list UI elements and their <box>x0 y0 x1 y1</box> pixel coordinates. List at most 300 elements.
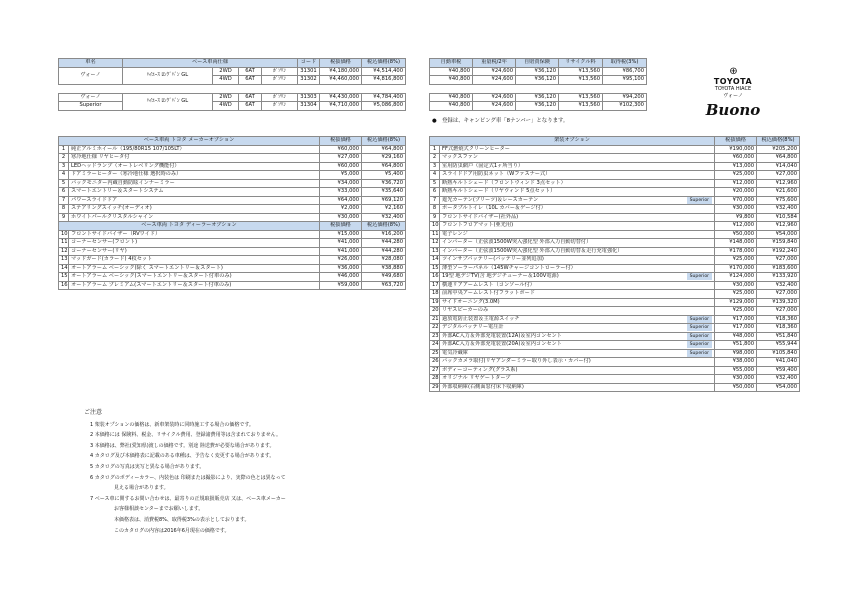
option-number: 29 <box>430 383 440 392</box>
base-vehicle-table <box>58 58 406 111</box>
option-name <box>440 349 715 358</box>
dealer-options-header-row <box>59 222 406 231</box>
option-price: ¥30,000 <box>715 375 757 384</box>
option-price: ¥25,000 <box>715 307 757 316</box>
option-tax-price: ¥54,000 <box>757 383 800 392</box>
tax-price: ¥4,784,400 <box>362 93 406 102</box>
price: ¥4,430,000 <box>320 93 362 102</box>
option-name <box>440 315 715 324</box>
option-tax-price: ¥38,880 <box>362 264 406 273</box>
table-row <box>430 307 800 316</box>
dealer-options-price-header: 税抜価格 <box>320 222 362 231</box>
option-name-text: 電子レンジ <box>442 230 468 237</box>
option-name <box>440 256 715 265</box>
option-price: ¥129,000 <box>715 298 757 307</box>
option-name <box>440 290 715 299</box>
option-tax-price: ¥2,160 <box>362 205 406 214</box>
option-price: ¥30,000 <box>320 213 362 222</box>
option-tax-price: ¥27,000 <box>757 290 800 299</box>
option-price: ¥5,000 <box>320 171 362 180</box>
option-name-text: インバーター（正弦波1500W突入強化型 外部入力自動切替＆走行充電強化） <box>442 247 623 254</box>
option-number: 7 <box>59 196 69 205</box>
table-row <box>59 171 406 180</box>
spacer-row <box>430 84 647 93</box>
option-tax-price: ¥10,584 <box>757 213 800 222</box>
table-row <box>430 93 647 102</box>
option-name-text: サイドオーニング(3.0M) <box>442 298 500 305</box>
option-tax-price: ¥29,160 <box>362 154 406 163</box>
note-line: 5 カタログの写真は実写と異なる場合があります。 <box>90 463 205 470</box>
option-price: ¥33,000 <box>320 188 362 197</box>
option-name <box>440 264 715 273</box>
option-name-text: スマートエントリー＆スタートシステム <box>71 188 164 194</box>
option-name <box>69 281 320 290</box>
option-number: 15 <box>59 273 69 282</box>
option-name <box>440 383 715 392</box>
maker-options-title: ベース車両 トヨタ メーカーオプション <box>59 137 320 146</box>
option-number: 22 <box>430 324 440 333</box>
option-number: 2 <box>430 154 440 163</box>
option-name-text: オリジナル リヤゲートタープ <box>442 375 511 381</box>
option-tax-price: ¥12,960 <box>757 179 800 188</box>
option-name <box>69 196 320 205</box>
option-name <box>69 239 320 248</box>
fee-cell: ¥13,560 <box>559 102 603 111</box>
option-name <box>440 145 715 154</box>
price: ¥4,710,000 <box>320 102 362 111</box>
option-price: ¥41,000 <box>320 247 362 256</box>
option-name <box>440 366 715 375</box>
option-tax-price: ¥32,400 <box>757 205 800 214</box>
table-row <box>430 281 800 290</box>
table-row <box>59 256 406 265</box>
table-row <box>430 324 800 333</box>
option-number: 12 <box>430 239 440 248</box>
option-number: 9 <box>59 213 69 222</box>
table-row <box>430 247 800 256</box>
option-name-text: バックカメラ取付(リヤアンダーミラー取り外し表示・カバー付) <box>442 358 591 364</box>
option-number: 13 <box>59 256 69 265</box>
transmission: 6AT <box>239 67 262 76</box>
option-name <box>440 247 715 256</box>
base-spec: ﾊｲｴｰｽ ﾛﾝｸﾞﾊﾞﾝ GL <box>123 93 213 110</box>
table-row <box>59 247 406 256</box>
option-number: 1 <box>430 145 440 154</box>
option-price: ¥50,000 <box>715 230 757 239</box>
option-name-text: 電気冷蔵庫 <box>442 349 468 356</box>
option-name <box>69 273 320 282</box>
option-tax-price: ¥183,600 <box>757 264 800 273</box>
option-number: 5 <box>59 179 69 188</box>
note-line: 見える場合があります。 <box>114 485 169 492</box>
option-number: 19 <box>430 298 440 307</box>
superior-badge: Superior <box>687 333 712 340</box>
option-name <box>440 298 715 307</box>
drive: 4WD <box>213 102 239 111</box>
option-name-text: オートアラーム プレミアム(スマートエントリー＆スタート付車のみ) <box>71 281 232 288</box>
option-price: ¥190,000 <box>715 145 757 154</box>
table-row <box>430 154 800 163</box>
transmission: 6AT <box>239 93 262 102</box>
option-number: 15 <box>430 264 440 273</box>
table-row <box>430 256 800 265</box>
option-name-text: 純正アルミホイール（195/80R15 107/105LT） <box>71 145 185 152</box>
option-number: 12 <box>59 247 69 256</box>
table-row <box>430 76 647 85</box>
option-name-text: 薄型ソーラーパネル（145Wチャージコントローラー付） <box>442 264 576 271</box>
table-row <box>430 383 800 392</box>
header-acquisition-tax: 取得税(3%) <box>603 59 647 68</box>
option-number: 1 <box>59 145 69 154</box>
option-number: 11 <box>59 239 69 248</box>
table-row <box>59 67 406 76</box>
option-price: ¥13,000 <box>715 162 757 171</box>
option-price: ¥60,000 <box>320 145 362 154</box>
option-tax-price: ¥51,840 <box>757 332 800 341</box>
transmission: 6AT <box>239 102 262 111</box>
header-code: コード <box>298 59 320 68</box>
option-price: ¥64,000 <box>320 196 362 205</box>
option-name <box>69 154 320 163</box>
option-tax-price: ¥21,600 <box>757 188 800 197</box>
option-name-text: 寒冷地仕様 リヤヒータ付 <box>71 154 130 160</box>
note-line: 3 本価格は、弊社(愛知県)渡しの価格です。別途 陸送費が必要な場合があります。 <box>90 442 275 449</box>
table-row <box>430 213 800 222</box>
spacer <box>59 84 406 93</box>
option-tax-price: ¥139,320 <box>757 298 800 307</box>
fee-cell: ¥24,600 <box>473 102 516 111</box>
superior-badge: Superior <box>687 350 712 357</box>
table-row <box>59 213 406 222</box>
option-name-text: 過放電防止装置＆主電源スイッチ <box>442 315 520 322</box>
table-row <box>430 358 800 367</box>
option-name-text: バックモニター内蔵自動防眩インナーミラー <box>71 179 175 186</box>
option-price: ¥41,000 <box>320 239 362 248</box>
option-price: ¥30,000 <box>715 281 757 290</box>
option-number: 16 <box>430 273 440 282</box>
option-number: 14 <box>59 264 69 273</box>
option-name-text: ドアミラーヒーター（寒冷地仕様 選択時のみ） <box>71 171 182 177</box>
table-row <box>59 196 406 205</box>
note-line: 本価格表は、消費税8%、取得税3%の表示としております。 <box>114 516 250 523</box>
option-price: ¥15,000 <box>320 230 362 239</box>
option-name <box>440 341 715 350</box>
drive: 2WD <box>213 67 239 76</box>
table-row <box>430 290 800 299</box>
option-number: 20 <box>430 307 440 316</box>
option-tax-price: ¥54,000 <box>757 230 800 239</box>
option-tax-price: ¥35,640 <box>362 188 406 197</box>
option-price: ¥2,000 <box>320 205 362 214</box>
option-tax-price: ¥159,840 <box>757 239 800 248</box>
option-tax-price: ¥28,080 <box>362 256 406 265</box>
option-tax-price: ¥192,240 <box>757 247 800 256</box>
spacer <box>430 84 647 93</box>
fee-cell: ¥36,120 <box>516 67 559 76</box>
equipment-options-title: 架装オプション <box>430 137 715 146</box>
table-row <box>430 67 647 76</box>
tax-price: ¥4,816,800 <box>362 76 406 85</box>
option-tax-price: ¥36,720 <box>362 179 406 188</box>
option-name-text: 外部AC入力＆外部充電装置(20A)＆室内コンセント <box>442 341 562 347</box>
vuono-label: ヴォーノ <box>723 93 743 99</box>
table-row <box>430 179 800 188</box>
table-row <box>430 230 800 239</box>
base-spec: ﾊｲｴｰｽ ﾛﾝｸﾞﾊﾞﾝ GL <box>123 67 213 84</box>
option-name <box>69 162 320 171</box>
option-tax-price: ¥64,800 <box>362 162 406 171</box>
option-tax-price: ¥55,944 <box>757 341 800 350</box>
option-tax-price: ¥27,000 <box>757 307 800 316</box>
table-row <box>59 281 406 290</box>
option-name <box>69 213 320 222</box>
option-tax-price: ¥44,280 <box>362 247 406 256</box>
fuel: ｶﾞｿﾘﾝ <box>262 76 298 85</box>
option-name-text: ツインサブバッテリー(バッテリー並列追加) <box>442 256 544 262</box>
maker-options-header-row <box>59 137 406 146</box>
header-weight-tax: 重量税/2年 <box>473 59 516 68</box>
table-row <box>59 239 406 248</box>
table-row <box>430 145 800 154</box>
notes-block <box>84 408 286 536</box>
option-name <box>440 324 715 333</box>
option-tax-price: ¥16,200 <box>362 230 406 239</box>
option-number: 14 <box>430 256 440 265</box>
option-tax-price: ¥5,400 <box>362 171 406 180</box>
note-line: 2 本価格には 保険料、税金、リサイクル費用、登録諸費用等は含まれておりません。 <box>90 432 281 439</box>
price: ¥4,180,000 <box>320 67 362 76</box>
option-number: 7 <box>430 196 440 205</box>
option-name <box>440 205 715 214</box>
maker-options-tax-header: 税込価格(8%) <box>362 137 406 146</box>
maker-options-price-header: 税抜価格 <box>320 137 362 146</box>
option-name <box>440 307 715 316</box>
option-number: 9 <box>430 213 440 222</box>
equipment-options-table <box>429 136 800 392</box>
tax-price: ¥4,514,400 <box>362 67 406 76</box>
header-base-spec: ベース車両仕様 <box>123 59 298 68</box>
table-row <box>430 273 800 282</box>
header-recycle: リサイクル料 <box>559 59 603 68</box>
fee-cell: ¥36,120 <box>516 102 559 111</box>
option-price: ¥60,000 <box>320 162 362 171</box>
car-grade: Superior <box>59 102 123 111</box>
option-price: ¥148,000 <box>715 239 757 248</box>
option-name-text: フロントサイドバイザー(社外品) <box>442 213 519 220</box>
option-tax-price: ¥64,800 <box>362 145 406 154</box>
option-name <box>440 179 715 188</box>
header-car-name: 車名 <box>59 59 123 68</box>
option-tax-price: ¥14,040 <box>757 162 800 171</box>
option-name <box>69 256 320 265</box>
toyota-logo-block <box>688 66 778 119</box>
option-price: ¥50,000 <box>715 383 757 392</box>
option-name <box>69 145 320 154</box>
option-number: 27 <box>430 366 440 375</box>
option-name <box>440 222 715 231</box>
option-number: 4 <box>430 171 440 180</box>
option-number: 28 <box>430 375 440 384</box>
option-number: 26 <box>430 358 440 367</box>
note-line: お客様相談センターまでお願いします。 <box>114 506 204 513</box>
option-price: ¥27,000 <box>320 154 362 163</box>
option-number: 13 <box>430 247 440 256</box>
fuel: ｶﾞｿﾘﾝ <box>262 93 298 102</box>
equipment-options-header-row <box>430 137 800 146</box>
option-price: ¥55,000 <box>715 366 757 375</box>
table-row <box>59 264 406 273</box>
option-tax-price: ¥27,000 <box>757 171 800 180</box>
option-price: ¥30,000 <box>715 205 757 214</box>
option-name-text: インバーター（正弦波1500W突入強化型 外部入力自動切替付） <box>442 239 592 245</box>
base-header-row <box>59 59 406 68</box>
option-name-text: 室用防虫網戸（固定式1ヶ所当り） <box>442 162 524 169</box>
option-price: ¥46,000 <box>320 273 362 282</box>
option-name <box>69 171 320 180</box>
option-tax-price: ¥12,960 <box>757 222 800 231</box>
option-tax-price: ¥27,000 <box>757 256 800 265</box>
code: 31303 <box>298 93 320 102</box>
option-name-text: オートアラーム ベーシック(除く スマートエントリー＆スタート) <box>71 264 223 271</box>
option-number: 11 <box>430 230 440 239</box>
option-number: 3 <box>430 162 440 171</box>
superior-badge: Superior <box>687 316 712 323</box>
fees-table <box>429 58 647 111</box>
fuel: ｶﾞｿﾘﾝ <box>262 102 298 111</box>
option-number: 21 <box>430 315 440 324</box>
table-row <box>59 179 406 188</box>
fee-cell: ¥13,560 <box>559 93 603 102</box>
option-number: 17 <box>430 281 440 290</box>
option-tax-price: ¥49,680 <box>362 273 406 282</box>
superior-badge: Superior <box>687 324 712 331</box>
option-number: 8 <box>59 205 69 214</box>
equipment-options-price-header: 税抜価格 <box>715 137 757 146</box>
code: 31302 <box>298 76 320 85</box>
registration-note: ● 登録は、キャンピング車「8ナンバー」となります。 <box>432 118 569 124</box>
buono-logo: Buono <box>705 101 761 119</box>
table-row <box>59 154 406 163</box>
option-name-text: コーナーセンサー(フロント) <box>71 239 138 245</box>
option-name <box>440 196 715 205</box>
fee-cell: ¥13,560 <box>559 67 603 76</box>
option-name-text: オートアラーム ベーシック(スマートエントリー＆スタート付車のみ) <box>71 273 232 279</box>
transmission: 6AT <box>239 76 262 85</box>
fee-cell: ¥94,200 <box>603 93 647 102</box>
table-row <box>59 230 406 239</box>
fee-cell: ¥40,800 <box>430 93 473 102</box>
table-row <box>430 298 800 307</box>
equipment-options-tax-header: 税込価格(8%) <box>757 137 800 146</box>
option-price: ¥17,000 <box>715 324 757 333</box>
option-price: ¥34,000 <box>320 179 362 188</box>
option-number: 6 <box>430 188 440 197</box>
option-name-text: 断熱キルトシェード（リヤウィンド 5点セット） <box>442 188 556 194</box>
option-price: ¥9,800 <box>715 213 757 222</box>
table-row <box>430 162 800 171</box>
table-row <box>430 239 800 248</box>
option-price: ¥178,000 <box>715 247 757 256</box>
fees-header-row <box>430 59 647 68</box>
option-price: ¥12,000 <box>715 179 757 188</box>
header-insurance: 自賠責保険 <box>516 59 559 68</box>
option-name-text: ホワイトパールクリスタルシャイン <box>71 213 154 220</box>
option-tax-price: ¥18,360 <box>757 315 800 324</box>
option-tax-price: ¥205,200 <box>757 145 800 154</box>
dealer-options-title: ベース車両 トヨタ ディーラーオプション <box>59 222 320 231</box>
option-number: 5 <box>430 179 440 188</box>
header-price: 税抜価格 <box>320 59 362 68</box>
option-name-text: パワースライドドア <box>71 196 118 203</box>
fee-cell: ¥24,600 <box>473 76 516 85</box>
option-name <box>69 188 320 197</box>
table-row <box>430 341 800 350</box>
option-price: ¥25,000 <box>715 171 757 180</box>
option-tax-price: ¥32,400 <box>757 375 800 384</box>
fee-cell: ¥102,300 <box>603 102 647 111</box>
header-auto-tax: 自動車税 <box>430 59 473 68</box>
option-name <box>440 273 715 282</box>
option-name <box>440 358 715 367</box>
option-tax-price: ¥75,600 <box>757 196 800 205</box>
table-row <box>430 349 800 358</box>
fuel: ｶﾞｿﾘﾝ <box>262 67 298 76</box>
table-row <box>59 145 406 154</box>
note-line: 6 カタログのボディーカラー、内装色は 印刷または撮影により、実際の色とは異なって <box>90 474 286 481</box>
option-name <box>69 179 320 188</box>
table-row <box>430 375 800 384</box>
table-row <box>59 162 406 171</box>
option-name-text: 外部AC入力＆外部充電装置(12A)＆室内コンセント <box>442 332 562 339</box>
option-name-text: 19型 地デジTV(含 地デジチューナー＆100V電源) <box>442 273 559 279</box>
price: ¥4,460,000 <box>320 76 362 85</box>
option-name <box>440 213 715 222</box>
fee-cell: ¥36,120 <box>516 93 559 102</box>
table-row <box>430 366 800 375</box>
table-row <box>430 332 800 341</box>
header-tax-price: 税込価格(8%) <box>362 59 406 68</box>
code: 31304 <box>298 102 320 111</box>
option-price: ¥98,000 <box>715 349 757 358</box>
option-price: ¥17,000 <box>715 315 757 324</box>
option-name-text: フロントサイドバイザー（RVワイド） <box>71 230 161 237</box>
option-name <box>440 239 715 248</box>
option-tax-price: ¥69,120 <box>362 196 406 205</box>
table-row <box>59 102 406 111</box>
option-number: 3 <box>59 162 69 171</box>
fee-cell: ¥13,560 <box>559 76 603 85</box>
table-row <box>59 188 406 197</box>
table-row <box>430 196 800 205</box>
option-price: ¥70,000 <box>715 196 757 205</box>
dealer-options-tax-header: 税込価格(8%) <box>362 222 406 231</box>
option-name <box>69 205 320 214</box>
option-tax-price: ¥32,400 <box>757 281 800 290</box>
option-name-text: ステアリングスイッチ(オーディオ) <box>71 205 152 211</box>
option-name-text: 前席中央アームレスト付フラットボード <box>442 290 535 296</box>
option-tax-price: ¥32,400 <box>362 213 406 222</box>
option-name <box>69 247 320 256</box>
option-price: ¥51,800 <box>715 341 757 350</box>
drive: 2WD <box>213 93 239 102</box>
table-row <box>430 205 800 214</box>
table-row <box>430 171 800 180</box>
option-number: 16 <box>59 281 69 290</box>
option-name-text: 横連リアアームレスト（コンソール付） <box>442 281 535 288</box>
option-name-text: マッドガード(カラード) 4枚セット <box>71 256 153 262</box>
option-tax-price: ¥133,920 <box>757 273 800 282</box>
option-price: ¥59,000 <box>320 281 362 290</box>
